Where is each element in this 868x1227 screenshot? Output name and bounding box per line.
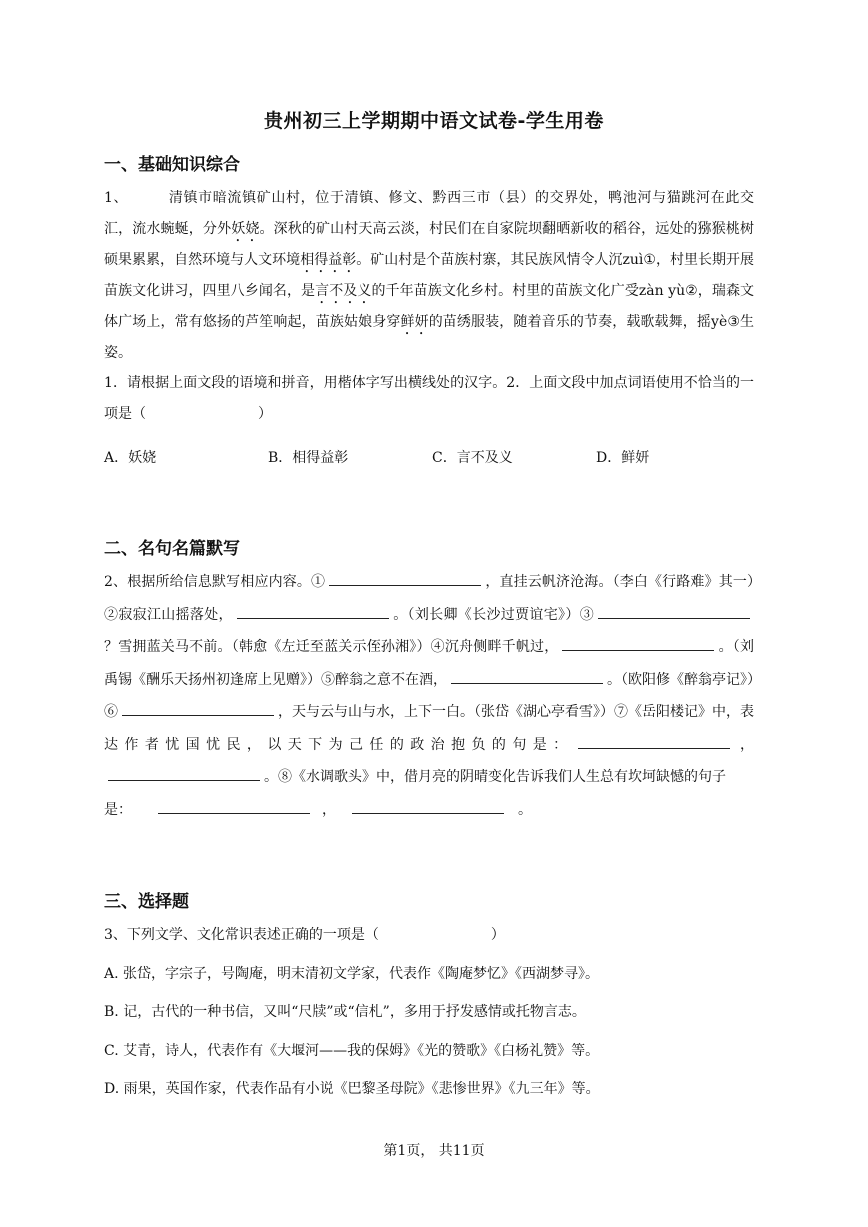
choice-a[interactable]: A．妖娆 [104, 450, 157, 466]
section-heading-3: 三、选择题 [104, 892, 189, 912]
page-footer: 第1页， 共11页 [383, 1143, 485, 1159]
page-title: 贵州初三上学期期中语文试卷-学生用卷 [264, 110, 604, 132]
answer-blank[interactable] [578, 734, 730, 749]
pinyin-blank: zuì① [622, 252, 656, 268]
pinyin-blank: yè③ [711, 314, 741, 330]
question-number: 1、 [104, 190, 129, 206]
answer-blank[interactable] [237, 604, 389, 619]
answer-blank[interactable] [122, 701, 274, 716]
dotted-word: 妖娆 [231, 221, 260, 237]
question-2: 2、根据所给信息默写相应内容。① ，直挂云帆济沧海。（李白《行路难》其一）②寂寂江山摇落处， 。（刘长卿《长沙过贾谊宅》）③？雪拥蓝关马不前。（韩愈《左迁至蓝关示侄孙湘》）④沉舟侧畔千帆过， 。（刘禹锡《酬乐天扬州初逢席上见赠》）⑤醉翁之意不在酒， 。（欧阳修《醉翁亭记》）⑥ ，天与云与山与水，上下一白。（张岱《湖心亭看雪》）⑦《岳阳楼记》中，表达作者忧国忧民，以天下为己任的政治抱负的句是： ，。⑧《水调歌头》中，借月亮的阴晴变化告诉我们人生总有坎坷缺憾的句子 是： ， 。 [104, 566, 754, 826]
choice-d[interactable]: D．鲜妍 [596, 450, 650, 466]
section-heading-2: 二、名句名篇默写 [104, 539, 240, 559]
passage-1: 1、 清镇市暗流镇矿山村，位于清镇、修文、黔西三市（县）的交界处，鸭池河与猫跳河在此交汇，流水蜿蜒，分外妖娆。深秋的矿山村天高云淡，村民们在自家院坝翻晒新收的稻谷，远处的猕猴桃树硕果累累，自然环境与人文环境相得益彰。矿山村是个苗族村寨，其民族风情令人沉zuì①，村里长期开展苗族文化讲习，四里八乡闻名，是言不及义的千年苗族文化乡村。村里的苗族文化广受zàn yù②，瑞森文体广场上，常有悠扬的芦笙响起，苗族姑娘身穿鲜妍的苗绣服装，随着音乐的节奏，载歌载舞，摇yè③生姿。 [104, 190, 755, 361]
answer-blank[interactable] [562, 636, 714, 651]
dotted-word: 言不及义 [315, 283, 372, 299]
answer-blank[interactable] [598, 604, 750, 619]
answer-blank[interactable] [158, 799, 310, 814]
choice-c[interactable]: C．言不及义 [432, 450, 513, 466]
answer-blank[interactable] [329, 571, 481, 586]
option-a[interactable]: A. 张岱，字宗子，号陶庵，明末清初文学家，代表作《陶庵梦忆》《西湖梦寻》。 [104, 966, 600, 982]
option-c[interactable]: C. 艾青，诗人，代表作有《大堰河——我的保姆》《光的赞歌》《白杨礼赞》等。 [104, 1043, 600, 1059]
answer-blank[interactable] [451, 669, 603, 684]
question-1: 1．请根据上面文段的语境和拼音，用楷体字写出横线处的汉字。2．上面文段中加点词语使用不恰当的一项是（ ） [104, 375, 754, 422]
section-heading-1: 一、基础知识综合 [104, 155, 240, 175]
pinyin-blank: zàn yù② [638, 283, 698, 299]
option-b[interactable]: B. 记，古代的一种书信，又叫“尺牍”或“信札”，多用于抒发感情或托物言志。 [104, 1004, 586, 1020]
dotted-word: 鲜妍 [400, 314, 429, 330]
option-d[interactable]: D. 雨果，英国作家，代表作品有小说《巴黎圣母院》《悲惨世界》《九三年》等。 [104, 1081, 600, 1097]
answer-blank[interactable] [108, 766, 260, 781]
question-3: 3、下列文学、文化常识表述正确的一项是（ ） [104, 927, 505, 943]
choice-b[interactable]: B．相得益彰 [268, 450, 349, 466]
answer-blank[interactable] [352, 799, 504, 814]
choice-row [104, 447, 754, 469]
dotted-word: 相得益彰 [300, 252, 357, 268]
